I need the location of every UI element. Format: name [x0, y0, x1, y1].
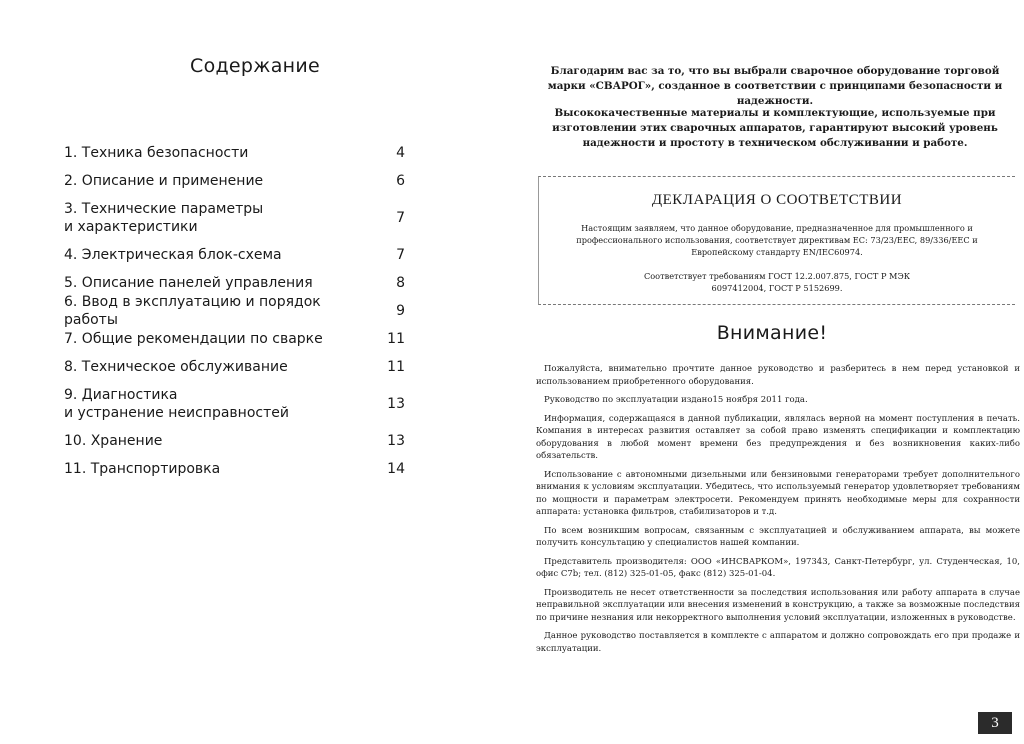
toc-item-page: 8	[396, 275, 405, 291]
toc-item-7[interactable]	[64, 328, 409, 350]
toc-item-page: 4	[396, 145, 405, 161]
right-page	[520, 0, 1024, 744]
attention-title: Внимание!	[716, 322, 828, 344]
toc-item-page: 11	[387, 359, 405, 375]
toc-item-label: 3. Технические параметры и характеристики	[64, 201, 264, 235]
toc-item-label: 11. Транспортировка	[64, 461, 221, 477]
paragraph: Данное руководство поставляется в комплекте с аппаратом и должно сопровождать его при продаже и эксплуатации.	[536, 631, 1020, 654]
toc-item-label: 9. Диагностика и устранение неисправностей	[64, 387, 289, 421]
paragraph: Информация, содержащаяся в данной публикации, являлась верной на момент поступления в печать. Компания в интересах развития оставляет за собой право изменять спецификации и комплектацию оборудования в любой момент времени без предупреждения и без возникновения каких-либо обязательств.	[536, 413, 1020, 461]
declaration-box	[538, 176, 1015, 305]
attention-paragraphs	[536, 363, 1020, 661]
toc-item-10[interactable]	[64, 430, 409, 452]
toc-item-label: 6. Ввод в эксплуатацию и порядок работы	[64, 294, 321, 328]
toc-item-label: 2. Описание и применение	[64, 173, 264, 189]
toc-item-label: 1. Техника безопасности	[64, 145, 249, 161]
toc-item-label: 10. Хранение	[64, 433, 163, 449]
toc-item-2[interactable]	[64, 170, 409, 192]
toc-item-8[interactable]	[64, 356, 409, 378]
toc-item-11[interactable]	[64, 458, 409, 480]
toc-item-3[interactable]	[64, 198, 409, 238]
toc-item-5[interactable]	[64, 272, 409, 294]
paragraph: По всем возникшим вопросам, связанным с эксплуатацией и обслуживанием аппарата, вы можете получить консультацию у специалистов нашей компании.	[536, 525, 1020, 548]
toc-item-page: 13	[387, 433, 405, 449]
paragraph: Производитель не несет ответственности за последствия использования или работу аппарата в случае неправильной эксплуатации или внесения изменений в конструкцию, а также за возможные последствия по причине незнания или некорректного выполнения условий эксплуатации, изложенных в руководстве.	[536, 587, 1020, 623]
declaration-text: Настоящим заявляем, что данное оборудование, предназначенное для промышленного и профессионального использования, соответствует директивам ЕС: 73/23/EEC, 89/336/EEC и Европейскому стандарту EN/IEC60974.	[576, 223, 978, 257]
paragraph: Представитель производителя: ООО «ИНСВАРКОМ», 197343, Санкт-Петербург, ул. Студенческая, 10, офис С7b; тел. (812) 325-01-05, факс (812) 325-01-04.	[536, 556, 1020, 579]
toc-item-page: 11	[387, 331, 405, 347]
toc-item-page: 6	[396, 173, 405, 189]
paragraph: Руководство по эксплуатации издано15 ноября 2011 года.	[544, 395, 808, 405]
declaration-title: ДЕКЛАРАЦИЯ О СООТВЕТСТВИИ	[651, 192, 903, 208]
toc-item-page: 13	[387, 396, 405, 412]
toc-item-label: 4. Электрическая блок-схема	[64, 247, 282, 263]
toc-item-page: 7	[396, 247, 405, 263]
thanks-text: Благодарим вас за то, что вы выбрали сварочное оборудование торговой марки «СВАРОГ», созданное в соответствии с принципами безопасности и надежности.	[547, 65, 1003, 107]
toc-item-label: 5. Описание панелей управления	[64, 275, 313, 291]
toc-item-6[interactable]	[64, 294, 409, 328]
page-number: 3	[978, 712, 1012, 734]
toc-item-page: 14	[387, 461, 405, 477]
declaration-gost: Соответствует требованиям ГОСТ 12.2.007.875, ГОСТ Р МЭК 6097412004, ГОСТ Р 5152699.	[643, 271, 911, 293]
toc-item-page: 9	[396, 303, 405, 319]
toc-item-label: 8. Техническое обслуживание	[64, 359, 288, 375]
toc-item-1[interactable]	[64, 142, 409, 164]
toc-item-4[interactable]	[64, 244, 409, 266]
paragraph: Пожалуйста, внимательно прочтите данное руководство и разберитесь в нем перед установкой и использованием приобретенного оборудования.	[536, 364, 1020, 387]
toc-title: Содержание	[190, 55, 320, 77]
toc-item-9[interactable]	[64, 384, 409, 424]
toc-item-page: 7	[396, 210, 405, 226]
toc-list	[64, 142, 409, 486]
toc-item-label: 7. Общие рекомендации по сварке	[64, 331, 323, 347]
left-page	[0, 0, 510, 744]
paragraph: Использование с автономными дизельными или бензиновыми генераторами требует дополнительного внимания к условиям эксплуатации. Убедитесь, что используемый генератор удовлетворяет требованиям по мощности и параметрам электросети. Рекомендуем принять необходимые меры для сохранности аппарата: установка фильтров, стабилизаторов и т.д.	[536, 469, 1020, 517]
quality-text: Высококачественные материалы и комплектующие, используемые при изготовлении этих сварочных аппаратов, гарантируют высокий уровень надежности и простоту в техническом обслуживании и работе.	[552, 107, 998, 149]
